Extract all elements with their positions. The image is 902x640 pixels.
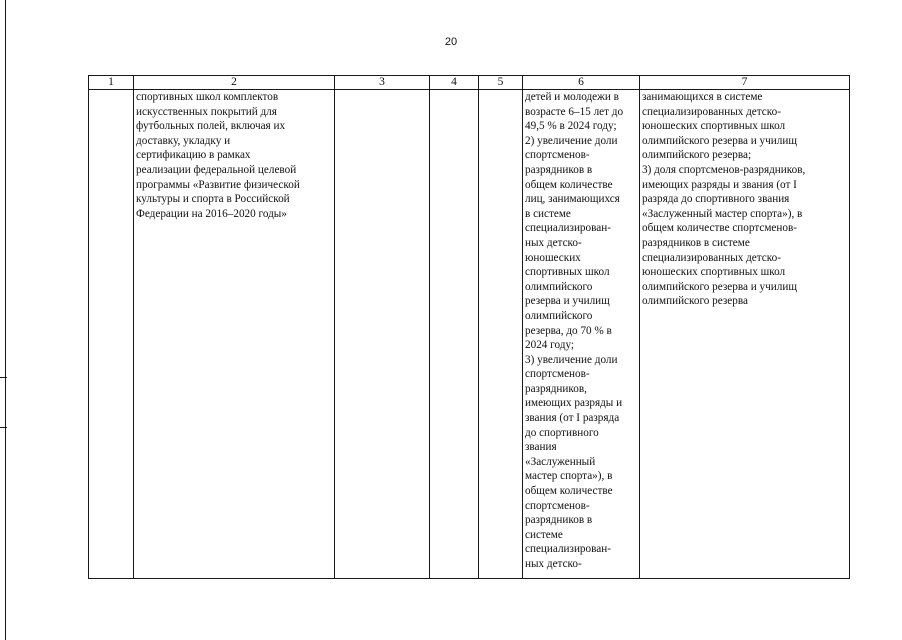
table-cell-col7: занимающихся в системе специализированных детско- юношеских спортивных школ олимпийского резерва и училищ олимпийского резерва; 3) доля спортсменов-разрядников, имеющих разряды и звания (от I разряда до спортивного звания «Заслуженный мастер спорта»), в общем количестве спортсменов- разрядников в системе специализированных детско- юношеских спортивных школ олимпийского резерва и училищ олимпийского резерва [640,90,850,579]
column-header: 5 [479,76,523,90]
table-header-row [89,76,850,90]
table-cell-col1 [89,90,134,579]
table-cell-col3 [335,90,430,579]
column-header: 1 [89,76,134,90]
data-table [88,75,850,579]
scan-edge-line [5,0,6,640]
column-header: 2 [134,76,335,90]
table-cell-col5 [479,90,523,579]
table-cell-col2: спортивных школ комплектов искусственных покрытий для футбольных полей, включая их доставку, укладку и сертификацию в рамках реализации федеральной целевой программы «Развитие физической культуры и спорта в Российской Федерации на 2016–2020 годы» [134,90,335,579]
column-header: 4 [430,76,479,90]
scan-edge-mark [0,377,7,378]
column-header: 6 [523,76,640,90]
table-cell-col4 [430,90,479,579]
column-header: 3 [335,76,430,90]
column-header: 7 [640,76,850,90]
table-row [89,90,850,579]
page-number: 20 [444,36,458,48]
scan-edge-mark [0,427,7,428]
table-cell-col6: детей и молодежи в возрасте 6–15 лет до 49,5 % в 2024 году; 2) увеличение доли спортсменов- разрядников в общем количестве лиц, занимающихся в системе специализирован- ных детско- юношеских спортивных школ олимпийского резерва и училищ олимпийского резерва, до 70 % в 2024 году; 3) увеличение доли спортсменов- разрядников, имеющих разряды и звания (от I разряда до спортивного звания «Заслуженный мастер спорта»), в общем количестве спортсменов- разрядников в системе специализирован- ных детско- [523,90,640,579]
